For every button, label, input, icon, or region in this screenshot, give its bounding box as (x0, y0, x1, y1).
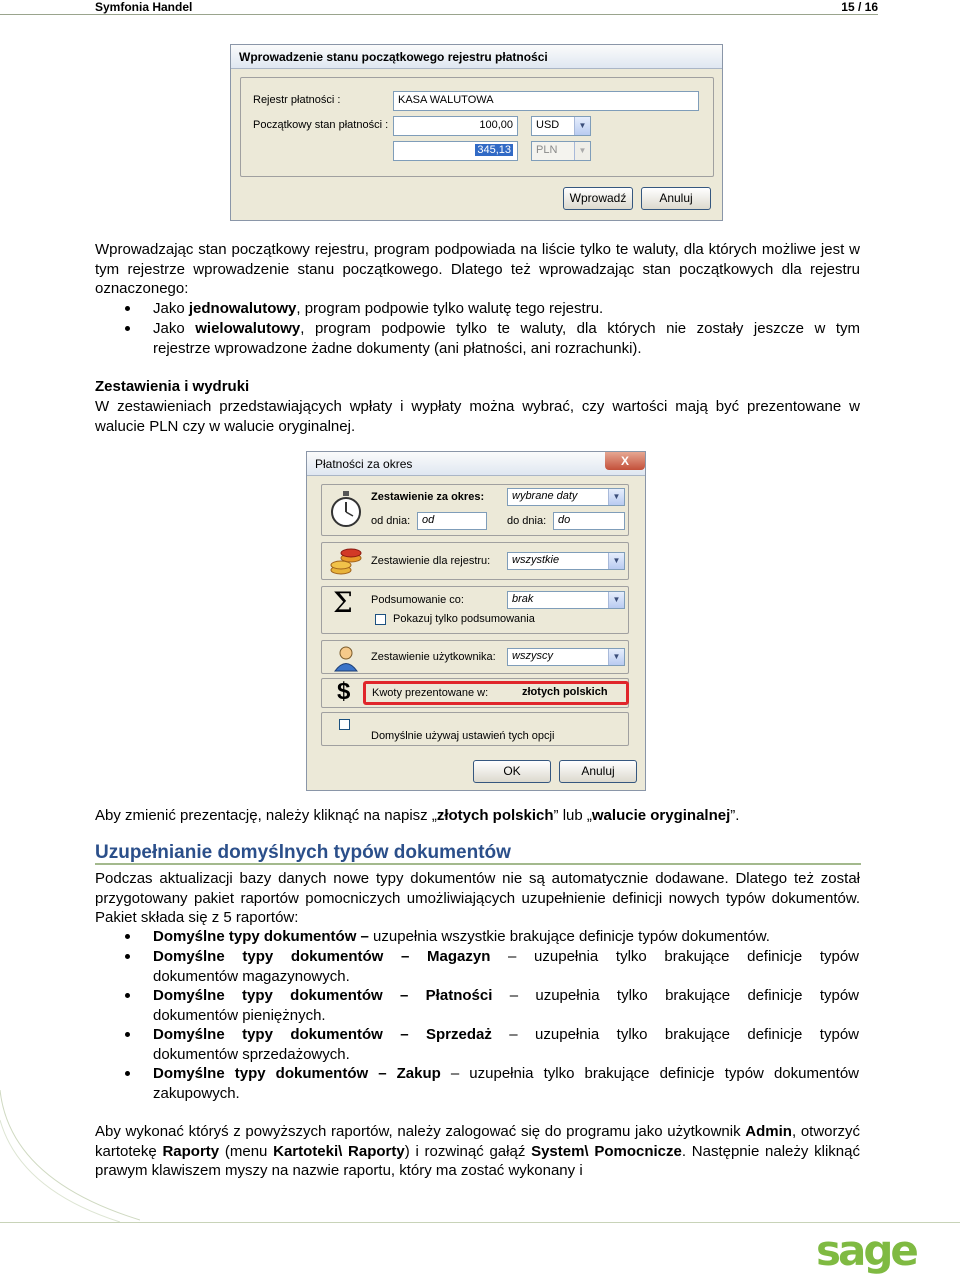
chevron-down-icon[interactable]: ▼ (608, 553, 624, 569)
amounts-label: Kwoty prezentowane w: (372, 687, 489, 699)
sigma-icon: Σ (333, 586, 353, 619)
currency-select[interactable] (531, 116, 591, 136)
bullet-dot (125, 326, 130, 331)
report-item-title: Domyślne typy dokumentów – Sprzedaż (153, 1026, 492, 1043)
reports-heading: Zestawienia i wydruki (95, 378, 250, 395)
note-bold: złotych polskich (436, 807, 554, 824)
bullet-bold: wielowalutowy (195, 320, 301, 337)
report-item-desc: – uzupełnia tylko brakujące definicje typów (492, 987, 859, 1004)
closing-paragraph (95, 1122, 860, 1181)
decorative-curve (0, 1080, 140, 1225)
initial-amount-label: Początkowy stan płatności : (253, 119, 389, 131)
bullet-dot (125, 954, 130, 959)
summary-label: Podsumowanie co: (371, 594, 464, 606)
defaults-checkbox[interactable] (339, 719, 350, 730)
user-select[interactable] (507, 648, 625, 666)
summary-select[interactable] (507, 591, 625, 609)
report-item-line2: dokumentów magazynowych. (153, 967, 350, 985)
footer-rule (0, 1222, 960, 1223)
note-bold: walucie oryginalnej (591, 807, 731, 824)
chevron-down-icon[interactable]: ▼ (608, 649, 624, 665)
stopwatch-icon (329, 490, 363, 528)
bullet-text: , program podpowie tylko walutę tego rejestru. (296, 300, 604, 317)
period-label: Zestawienie za okres: (371, 491, 485, 503)
report-item-line2: dokumentów pieniężnych. (153, 1006, 326, 1024)
section-paragraph: Podczas aktualizacji bazy danych nowe typy dokumentów nie są automatycznie dodawane. Dlatego też został przygotowany pakiet raportów pomocniczych umożliwiających uzupełnienie definicji nowych typów dokumentów. Pakiet składa się z 5 raportów: (95, 870, 860, 927)
pln-currency-select (531, 141, 591, 161)
register-label: Zestawienie dla rejestru: (371, 555, 491, 567)
chevron-down-icon: ▼ (574, 142, 590, 160)
to-date-value: do (558, 514, 571, 526)
register-label: Rejestr płatności : (253, 94, 341, 106)
user-icon (333, 644, 359, 672)
from-date-label: od dnia: (371, 515, 411, 527)
summary-only-checkbox[interactable] (375, 614, 386, 625)
closing-text: , otworzyć kartotekę (95, 1123, 860, 1160)
bullet-dot (125, 1032, 130, 1037)
report-item-line2: dokumentów sprzedażowych. (153, 1045, 350, 1063)
bullet-text: , program podpowie tylko te waluty, dla których nie zostały jeszcze w tym (300, 320, 860, 337)
bullet-dot (125, 993, 130, 998)
page-header (0, 0, 960, 14)
amounts-value[interactable]: złotych polskich (522, 686, 608, 698)
summary-value: brak (512, 593, 534, 605)
report-item (153, 947, 859, 967)
pln-currency-value: PLN (536, 144, 558, 156)
closing-text: Aby wykonać któryś z powyższych raportów, należy zalogować się do programu jako użytkownik (95, 1123, 746, 1140)
register-select[interactable] (507, 552, 625, 570)
initial-state-dialog (230, 44, 723, 221)
section-heading: Uzupełnianie domyślnych typów dokumentów (95, 842, 861, 865)
payments-period-dialog (306, 451, 646, 791)
note-text: ”. (730, 807, 740, 824)
ok-button[interactable]: OK (473, 760, 551, 783)
report-item-title: Domyślne typy dokumentów – (153, 928, 369, 945)
note-text: Aby zmienić prezentację, należy kliknąć na napisz „ (95, 807, 437, 824)
dialog-title-bar (307, 452, 645, 476)
page-number: 15 / 16 (841, 0, 878, 14)
sage-logo: sage (816, 1226, 916, 1275)
register-value: KASA WALUTOWA (398, 94, 494, 106)
report-item (153, 1025, 859, 1045)
bullet-dot (125, 1071, 130, 1076)
chevron-down-icon[interactable]: ▼ (608, 489, 624, 505)
bullet-multi-currency-line2: rejestrze wprowadzone żadne dokumenty (ani płatności, ani rozrachunki). (153, 340, 642, 357)
reports-paragraph: W zestawieniach przedstawiających wpłaty i wypłaty można wybrać, czy wartości mają być prezentowane w walucie PLN czy w walucie oryginalnej. (95, 398, 860, 435)
bullet-text: Jako (153, 300, 189, 317)
pln-amount-value: 345,13 (477, 144, 511, 156)
bullet-dot (125, 306, 130, 311)
user-value: wszyscy (512, 650, 553, 662)
closing-text: ) i rozwinąć gałąź (404, 1142, 532, 1160)
to-date-field[interactable] (553, 512, 625, 530)
defaults-label: Domyślnie używaj ustawień tych opcji (371, 730, 555, 742)
chevron-down-icon[interactable]: ▼ (574, 117, 590, 135)
register-field[interactable] (393, 91, 699, 111)
report-item (153, 927, 859, 947)
report-item-title: Domyślne typy dokumentów – Zakup (153, 1065, 441, 1082)
coins-icon (329, 544, 363, 578)
report-item (153, 1064, 859, 1084)
amounts-highlight[interactable] (363, 681, 629, 705)
bullet-dot (125, 934, 130, 939)
report-item (153, 986, 859, 1006)
header-rule (0, 14, 878, 15)
report-item-desc: uzupełnia wszystkie brakujące definicje typów dokumentów. (368, 928, 770, 945)
chevron-down-icon[interactable]: ▼ (608, 592, 624, 608)
report-item-title: Domyślne typy dokumentów – Magazyn (153, 948, 491, 965)
amount-field[interactable] (393, 116, 518, 136)
closing-bold: Raporty (162, 1142, 220, 1160)
enter-button[interactable]: Wprowadź (563, 187, 633, 210)
bullet-bold: jednowalutowy (188, 300, 297, 317)
header-title: Symfonia Handel (95, 0, 193, 14)
from-date-value: od (422, 514, 435, 526)
close-icon[interactable]: X (605, 452, 645, 470)
report-item-desc: – uzupełnia tylko brakujące definicje typów (490, 948, 860, 965)
closing-text: . Następnie należy kliknąć prawym klawiszem myszy na nazwie raportu, który ma zostać wykonany i (95, 1142, 860, 1180)
currency-value: USD (536, 119, 560, 131)
note-text: ” lub „ (553, 807, 592, 824)
amount-value: 100,00 (479, 119, 513, 131)
period-select[interactable] (507, 488, 625, 506)
to-date-label: do dnia: (507, 515, 547, 527)
dialog-title-bar: Wprowadzenie stanu początkowego rejestru płatności (231, 45, 722, 69)
pln-amount-field[interactable] (393, 141, 518, 161)
intro-paragraph: Wprowadzając stan początkowy rejestru, program podpowiada na liście tylko te waluty, dla których możliwe jest w tym rejestrze wprowadzenie stanu początkowego. Dlatego też wprowadzając stan początkowych dla rejestru oznaczonego: (95, 241, 860, 298)
closing-bold: Admin (745, 1123, 792, 1140)
dialog-title: Płatności za okres (315, 457, 413, 471)
period-value: wybrane daty (512, 490, 578, 502)
user-label: Zestawienie użytkownika: (371, 651, 496, 663)
summary-only-label: Pokazuj tylko podsumowania (393, 613, 535, 625)
report-item-line2: zakupowych. (153, 1084, 240, 1102)
report-item-title: Domyślne typy dokumentów – Płatności (153, 987, 493, 1004)
cancel-button[interactable]: Anuluj (559, 760, 637, 783)
bullet-single-currency (153, 299, 861, 319)
bullet-multi-currency (153, 319, 860, 339)
closing-bold: System\ Pomocnicze (531, 1142, 682, 1160)
closing-text: (menu (219, 1142, 274, 1160)
change-note (95, 806, 860, 826)
cancel-button[interactable]: Anuluj (641, 187, 711, 210)
report-item-desc: – uzupełnia tylko brakujące definicje typów dokumentów (440, 1065, 859, 1082)
register-value: wszystkie (512, 554, 560, 566)
from-date-field[interactable] (417, 512, 487, 530)
report-item-desc: – uzupełnia tylko brakujące definicje typów (491, 1026, 859, 1043)
closing-bold: Kartoteki\ Raporty (273, 1142, 405, 1160)
dollar-icon: $ (337, 678, 351, 705)
bullet-text: Jako (153, 320, 196, 337)
